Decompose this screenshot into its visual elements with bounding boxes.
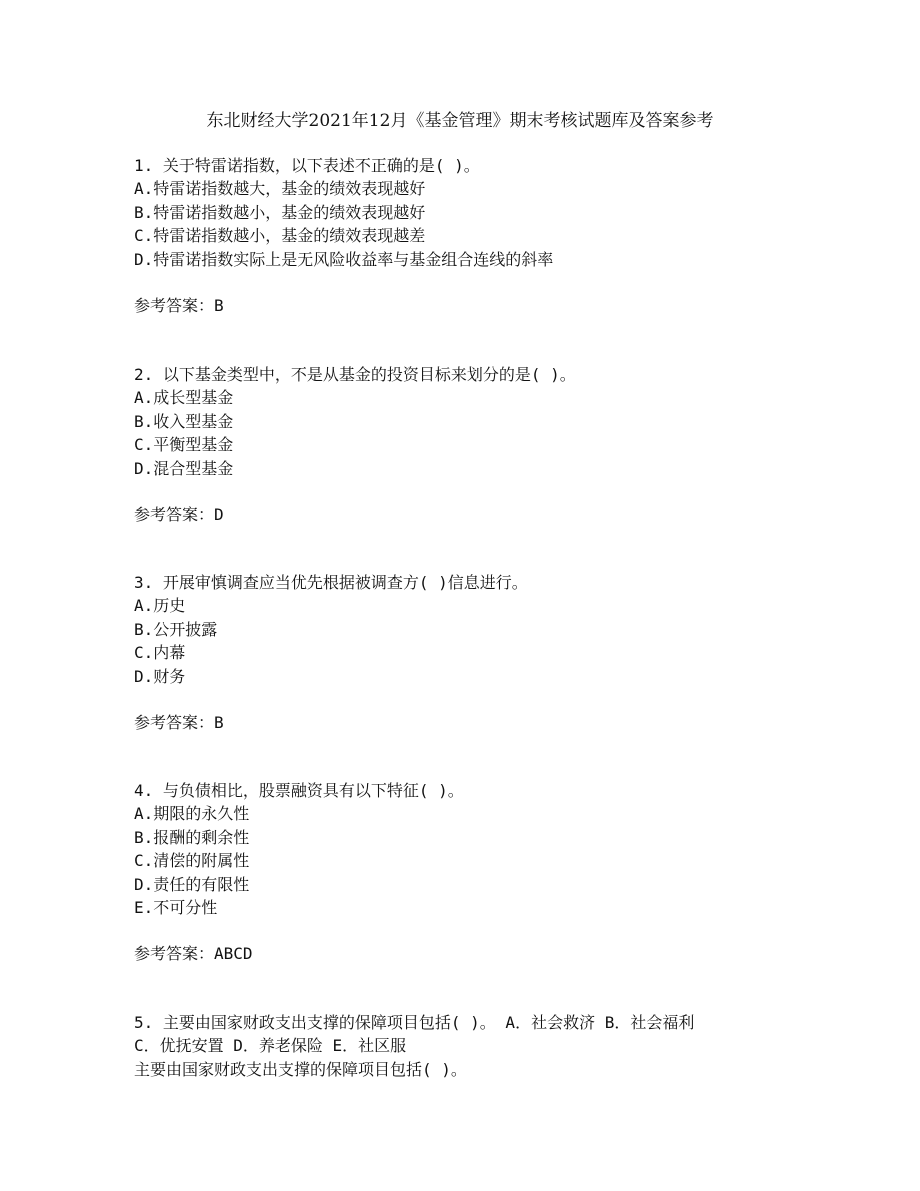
- option-d: D.特雷诺指数实际上是无风险收益率与基金组合连线的斜率: [134, 249, 554, 269]
- option-c: C.清偿的附属性: [134, 851, 250, 871]
- question-stem-continued: C．优抚安置 D．养老保险 E．社区服: [134, 1036, 407, 1056]
- option-b: B.公开披露: [134, 619, 218, 639]
- question-1: [134, 154, 794, 317]
- question-stem: 5. 主要由国家财政支出支撑的保障项目包括( )。 A．社会救济 B．社会福利: [134, 1013, 695, 1032]
- option-a: A.期限的永久性: [134, 804, 250, 824]
- reference-answer: 参考答案：D: [134, 504, 224, 524]
- option-b: B.报酬的剩余性: [134, 827, 250, 847]
- option-c: C.特雷诺指数越小，基金的绩效表现越差: [134, 226, 426, 246]
- question-2: [134, 363, 794, 526]
- question-stem: 1. 关于特雷诺指数，以下表述不正确的是( )。: [134, 156, 480, 175]
- option-a: A.成长型基金: [134, 388, 234, 408]
- reference-answer: 参考答案：B: [134, 295, 224, 315]
- question-stem-repeat: 主要由国家财政支出支撑的保障项目包括( )。: [134, 1059, 467, 1079]
- question-stem: 3. 开展审慎调查应当优先根据被调查方( )信息进行。: [134, 573, 528, 592]
- option-d: D.财务: [134, 666, 186, 686]
- question-3: [134, 571, 794, 734]
- option-b: B.收入型基金: [134, 411, 234, 431]
- question-stem: 2. 以下基金类型中，不是从基金的投资目标来划分的是( )。: [134, 365, 576, 384]
- option-a: A.历史: [134, 596, 186, 616]
- option-c: C.平衡型基金: [134, 435, 234, 455]
- reference-answer: 参考答案：ABCD: [134, 944, 253, 964]
- option-d: D.混合型基金: [134, 458, 234, 478]
- question-4: [134, 779, 794, 966]
- document-title: 东北财经大学2021年12月《基金管理》期末考核试题库及答案参考: [206, 111, 714, 131]
- option-e: E.不可分性: [134, 897, 218, 917]
- option-a: A.特雷诺指数越大，基金的绩效表现越好: [134, 179, 426, 199]
- question-stem: 4. 与负债相比，股票融资具有以下特征( )。: [134, 781, 464, 800]
- option-c: C.内幕: [134, 643, 186, 663]
- option-d: D.责任的有限性: [134, 874, 250, 894]
- question-5: [134, 1011, 794, 1081]
- option-b: B.特雷诺指数越小，基金的绩效表现越好: [134, 202, 426, 222]
- reference-answer: 参考答案：B: [134, 712, 224, 732]
